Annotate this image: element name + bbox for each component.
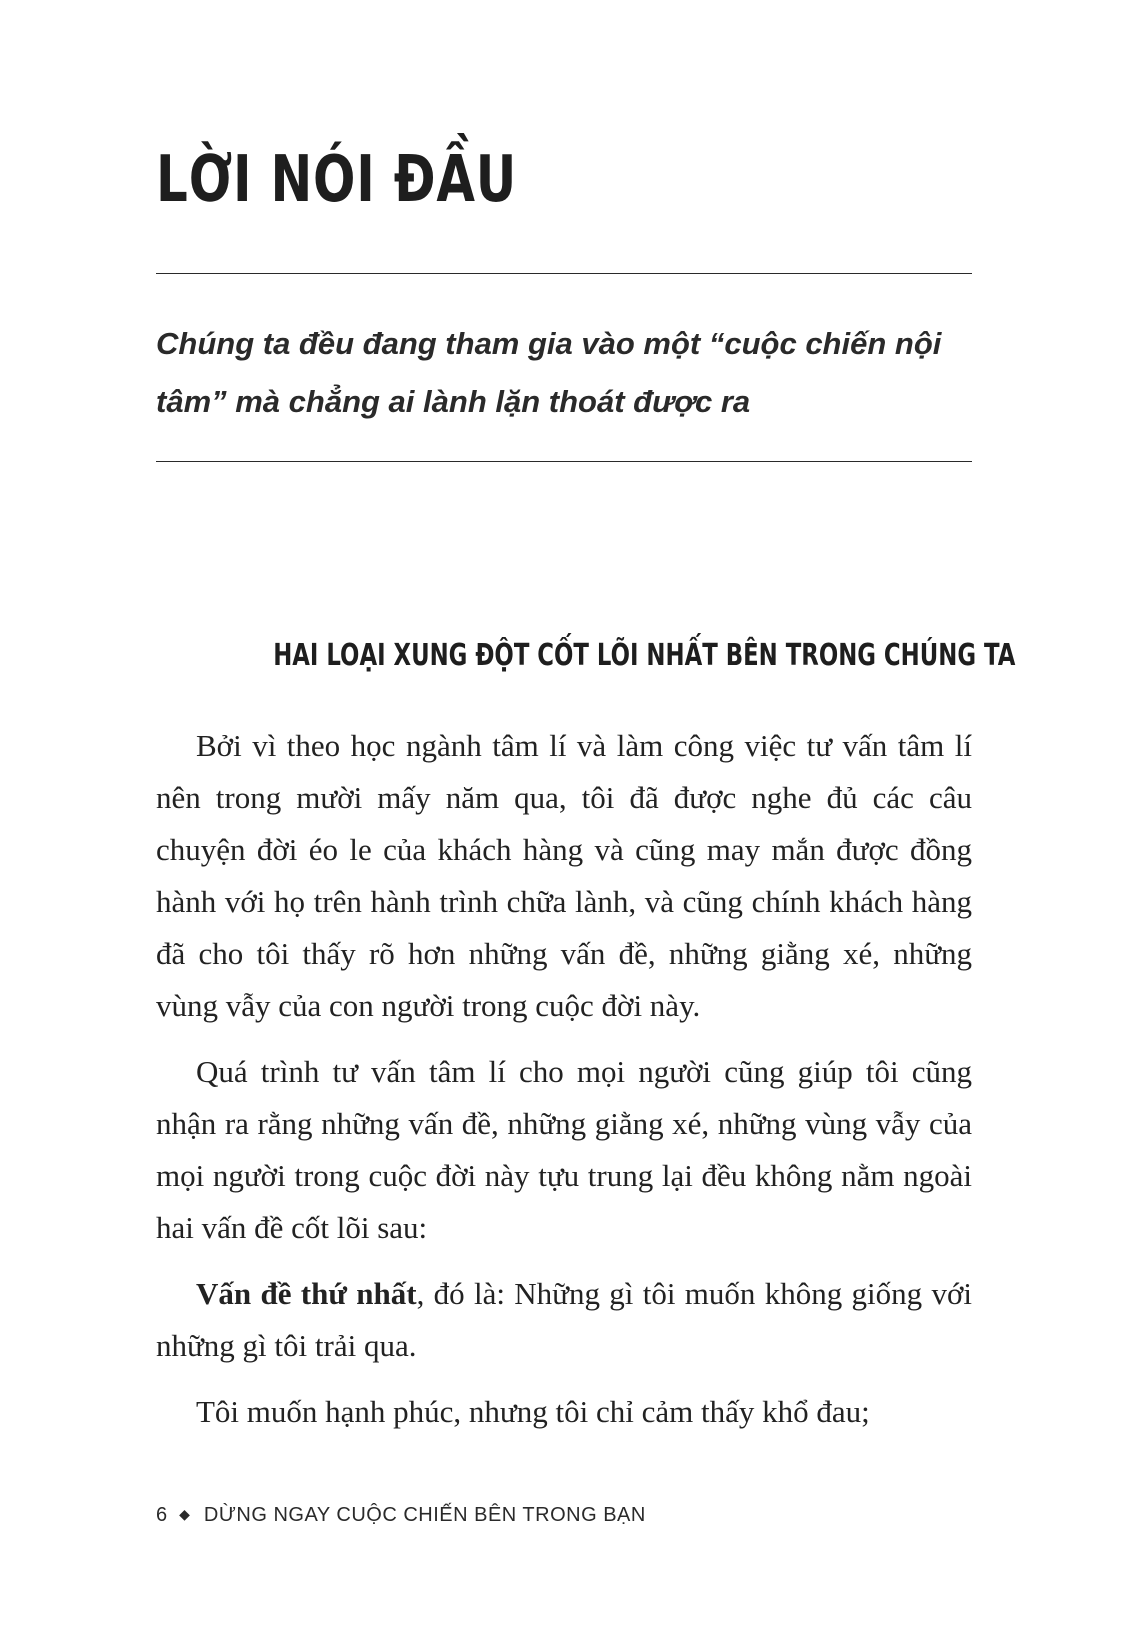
page-number: 6 xyxy=(156,1504,168,1526)
paragraph-4: Tôi muốn hạnh phúc, nhưng tôi chỉ cảm thấy khổ đau; xyxy=(196,1394,870,1429)
body-text xyxy=(156,720,972,1452)
paragraph-1: Bởi vì theo học ngành tâm lí và làm công việc tư vấn tâm lí nên trong mười mấy năm qua, tôi đã được nghe đủ các câu chuyện đời éo le của khách hàng và cũng may mắn được đồng hành với họ trên hành trình chữa lành, và cũng chính khách hàng đã cho tôi thấy rõ hơn những vấn đề, những giằng xé, những vùng vẫy của con người trong cuộc đời này. xyxy=(156,728,972,1023)
epigraph: Chúng ta đều đang tham gia vào một “cuộc chiến nội tâm” mà chẳng ai lành lặn thoát được ra xyxy=(156,326,942,419)
diamond-icon: ◆ xyxy=(179,1506,190,1522)
epigraph-bottom-rule xyxy=(156,461,972,462)
section-heading xyxy=(156,634,1016,678)
epigraph-top-rule xyxy=(156,273,972,274)
paragraph-3 xyxy=(156,1268,972,1372)
paragraph-2: Quá trình tư vấn tâm lí cho mọi người cũng giúp tôi cũng nhận ra rằng những vấn đề, những giằng xé, những vùng vẫy của mọi người trong cuộc đời này tựu trung lại đều không nằm ngoài hai vấn đề cốt lõi sau: xyxy=(156,1054,972,1245)
paragraph-3-bold-lead: Vấn đề thứ nhất xyxy=(196,1276,417,1311)
paragraph-3-rest: , đó là: Những gì tôi muốn không giống với những gì tôi trải qua. xyxy=(156,1276,972,1363)
chapter-title: LỜI NÓI ĐẦU xyxy=(156,143,518,217)
page-footer xyxy=(156,1500,646,1529)
section-heading-text: HAI LOẠI XUNG ĐỘT CỐT LÕI NHẤT BÊN TRONG CHÚNG TA xyxy=(273,638,1016,673)
running-title: DỪNG NGAY CUỘC CHIẾN BÊN TRONG BẠN xyxy=(203,1504,646,1526)
